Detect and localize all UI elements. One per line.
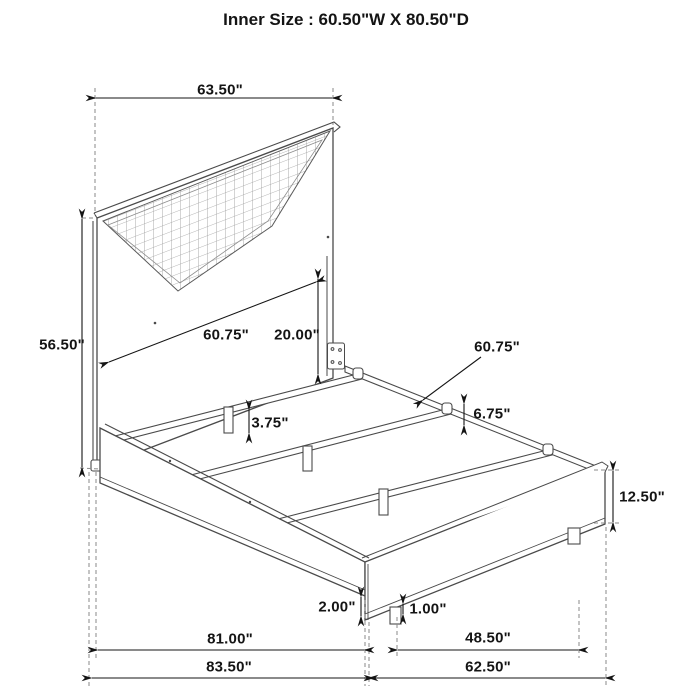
dim-slat-length: 60.75" [474,338,520,356]
dim-support-leg-height: 3.75" [251,414,289,432]
footboard-leg [568,528,580,544]
dim-side-rail-height: 12.50" [619,488,665,506]
support-leg [224,407,233,433]
dim-footboard-foot-height: 2.00" [318,598,356,616]
support-leg [379,489,388,515]
dim-headboard-panel-height: 20.00" [274,326,320,344]
dim-overall-length: 83.50" [206,658,252,676]
footboard-leg [390,607,401,624]
dim-headboard-height: 56.50" [39,336,85,354]
dim-inner-length: 81.00" [207,630,253,648]
support-leg [303,446,312,471]
inner-size-title: Inner Size : 60.50"W X 80.50"D [223,10,469,29]
rail-bracket [328,343,345,369]
dim-headboard-width: 63.50" [197,81,243,99]
leader-slat-length [423,357,481,400]
dim-footboard-inner-width: 48.50" [465,629,511,647]
dim-rail-drop: 6.75" [473,405,511,423]
dim-headboard-inner-width: 60.75" [203,326,249,344]
dim-footboard-width: 62.50" [465,658,511,676]
dim-footboard-trim-gap: 1.00" [409,600,447,618]
